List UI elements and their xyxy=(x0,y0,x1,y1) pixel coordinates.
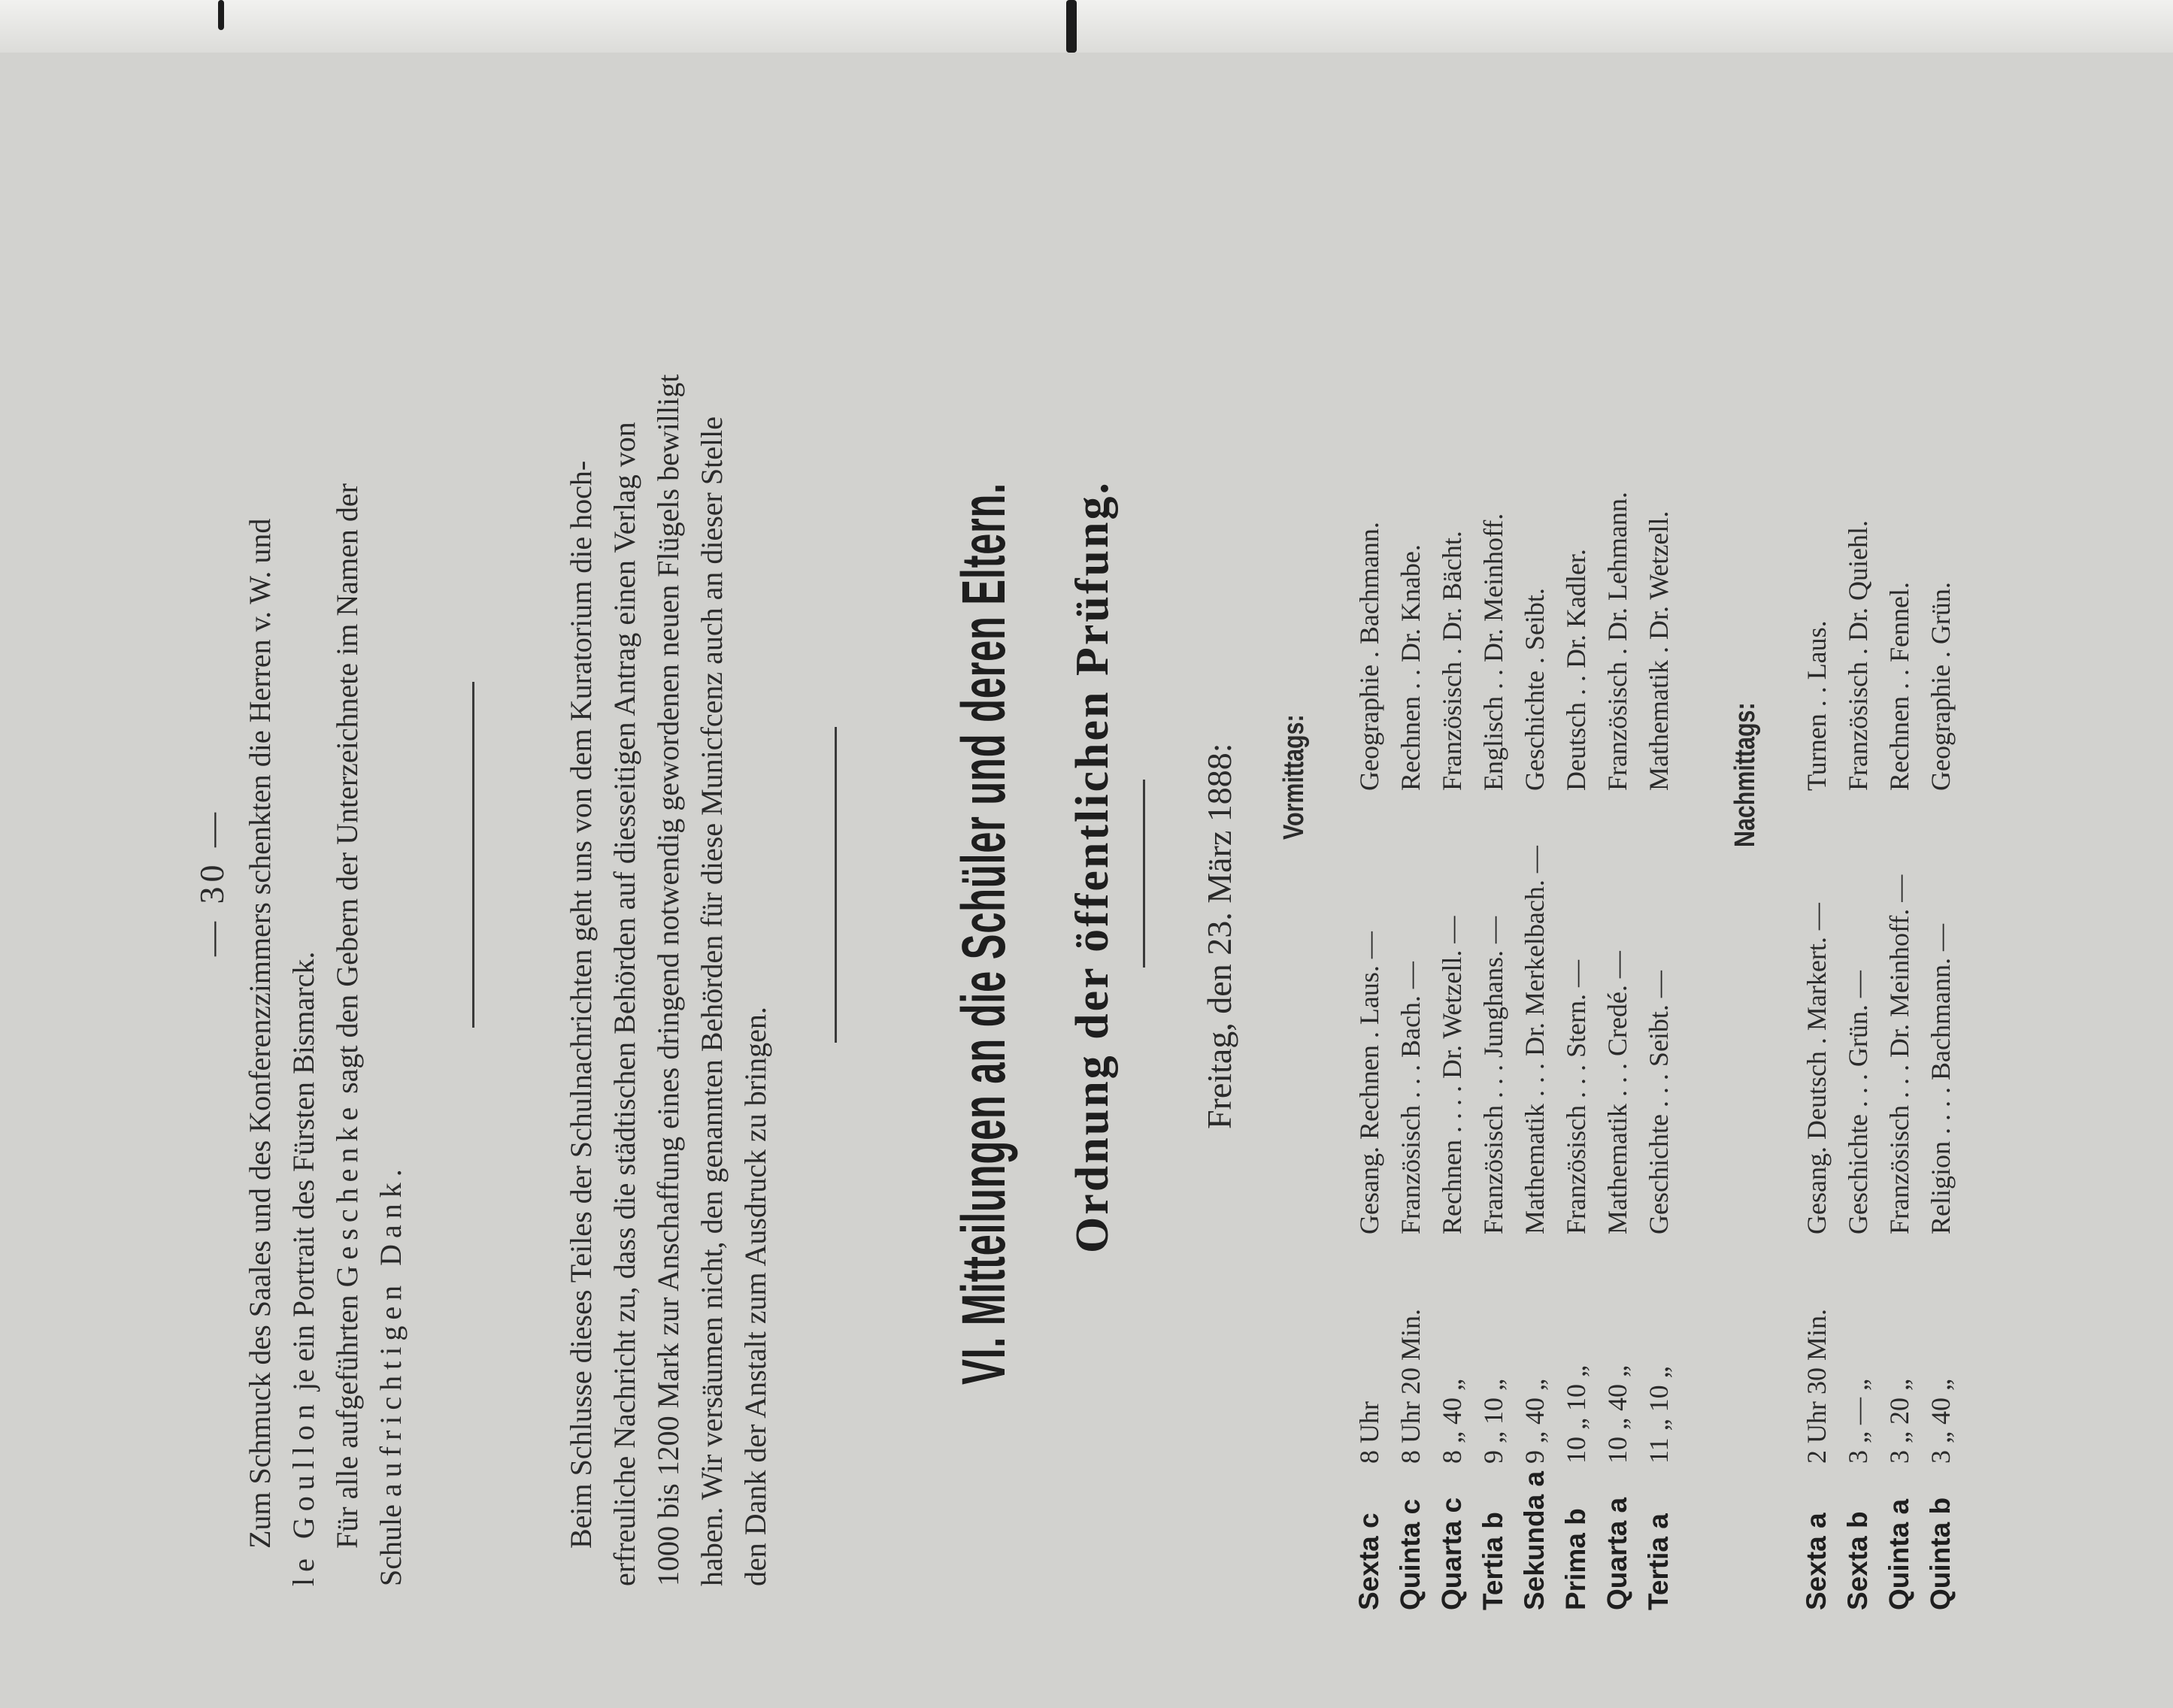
exam-second: Französisch . Dr. Bächt. xyxy=(1437,531,1467,791)
para2-line-3: 1000 bis 1200 Mark zur Anschaffung eines dringend notwendig gewordenen neuen Flügels bewilligt xyxy=(651,374,685,1586)
class-name: Sexta b xyxy=(1842,1511,1873,1610)
exam-second: Geographie . Bachmann. xyxy=(1354,522,1384,791)
class-name: Tertia b xyxy=(1477,1512,1508,1610)
para2-line-1: Beim Schlusse dieses Teiles der Schulnachrichten geht uns von dem Kuratorium die hoch- xyxy=(564,460,598,1549)
exam-first: Mathematik . . . Dr. Merkelbach. — xyxy=(1520,846,1550,1234)
phrase-aufrichtigen-dank: aufrichtigen Dank. xyxy=(374,1163,408,1498)
time: 3 „ 40 „ xyxy=(1926,1379,1956,1464)
exam-first: Französisch . . . Junghans. — xyxy=(1478,916,1508,1234)
exam-first: Französisch . . . Stern. — xyxy=(1561,960,1591,1234)
exam-first: Französisch . . . Dr. Meinhoff. — xyxy=(1884,874,1914,1234)
date-line: Freitag, den 23. März 1888: xyxy=(1200,743,1238,1129)
intro-line-2-rest: je ein Portrait des Fürsten Bismarck. xyxy=(286,951,320,1399)
exam-second: Geographie . Grün. xyxy=(1926,582,1956,791)
time: 11 „ 10 „ xyxy=(1644,1366,1674,1464)
exam-first: Gesang. Rechnen . Laus. — xyxy=(1354,931,1384,1234)
name-le-goullon: le Goullon xyxy=(286,1398,320,1586)
time: 2 Uhr 30 Min. xyxy=(1802,1309,1832,1464)
intro-line-2 xyxy=(283,952,325,1586)
exam-first: Geschichte . . . Grün. — xyxy=(1843,971,1873,1234)
intro-line-4 xyxy=(370,1163,412,1586)
time: 10 „ 10 „ xyxy=(1561,1365,1591,1464)
intro-line-3-pre: Für alle aufgeführten xyxy=(330,1287,364,1549)
exam-first: Rechnen . . . . Dr. Wetzell. — xyxy=(1437,916,1467,1234)
exam-first: Geschichte . . . Seibt. — xyxy=(1644,971,1674,1234)
exam-second: Turnen . . Laus. xyxy=(1802,620,1832,791)
class-name: Quarta c xyxy=(1436,1497,1467,1610)
class-name: Quinta a xyxy=(1884,1498,1914,1610)
exam-first: Religion . . . . Bachmann. — xyxy=(1926,924,1956,1234)
time: 8 Uhr xyxy=(1354,1401,1384,1464)
intro-line-1: Zum Schmuck des Saales und des Konferenzzimmers schenkten die Herren v. W. und xyxy=(243,518,277,1549)
class-name: Quinta c xyxy=(1395,1498,1426,1610)
intro-line-3-post: sagt den Gebern der Unterzeichnete im Namen der xyxy=(330,483,364,1101)
time: 3 „ 20 „ xyxy=(1884,1379,1914,1464)
class-name: Sekunda a xyxy=(1519,1470,1550,1610)
para2-line-4: haben. Wir versäumen nicht, den genannten Behörden für diese Municfcenz auch an dieser Stelle xyxy=(695,416,729,1586)
exam-second: Französisch . Dr. Lehmann. xyxy=(1602,492,1632,791)
exam-first: Gesang. Deutsch . Markert. — xyxy=(1802,903,1832,1234)
class-name: Quinta b xyxy=(1925,1497,1956,1610)
divider-2 xyxy=(835,727,837,1043)
exam-first: Französisch . . . Bach. — xyxy=(1396,962,1426,1234)
time: 8 Uhr 20 Min. xyxy=(1396,1309,1426,1464)
word-geschenke: Geschenke xyxy=(330,1101,364,1288)
exam-first: Mathematik . . . Credé. — xyxy=(1602,951,1632,1234)
class-name: Quarta a xyxy=(1602,1497,1632,1610)
class-name: Sexta c xyxy=(1353,1513,1384,1610)
time: 3 „ — „ xyxy=(1843,1379,1873,1464)
para2-line-5: den Dank der Anstalt zum Ausdruck zu bringen. xyxy=(738,1007,772,1586)
class-name: Sexta a xyxy=(1801,1513,1832,1610)
section-heading: VI. Mitteilungen an die Schüler und deren Eltern. xyxy=(950,483,1018,1385)
class-name: Tertia a xyxy=(1643,1513,1674,1610)
page-number: — 30 — xyxy=(192,808,231,956)
exam-second: Geschichte . Seibt. xyxy=(1520,588,1550,791)
exam-second: Englisch . . Dr. Meinhoff. xyxy=(1478,513,1508,791)
exam-second: Rechnen . . Fennel. xyxy=(1884,582,1914,791)
exam-second: Rechnen . . Dr. Knabe. xyxy=(1396,544,1426,791)
exam-second: Mathematik . Dr. Wetzell. xyxy=(1644,510,1674,791)
exam-second: Französisch . Dr. Quiehl. xyxy=(1843,520,1873,791)
divider-1 xyxy=(472,682,474,1028)
para2-line-2: erfreuliche Nachricht zu, dass die städtischen Behörden auf diesseitigen Antrag einen Verlag von xyxy=(608,422,641,1586)
time: 8 „ 40 „ xyxy=(1437,1379,1467,1464)
time: 9 „ 10 „ xyxy=(1478,1379,1508,1464)
intro-line-3 xyxy=(326,483,368,1549)
time: 9 „ 40 „ xyxy=(1520,1379,1550,1464)
morning-label: Vormittags: xyxy=(1278,714,1310,840)
subsection-heading: Ordnung der öffentlichen Prüfung. xyxy=(1067,480,1118,1253)
intro-line-4-pre: Schule xyxy=(374,1497,408,1586)
divider-3 xyxy=(1143,780,1145,968)
time: 10 „ 40 „ xyxy=(1602,1365,1632,1464)
class-name: Prima b xyxy=(1560,1508,1591,1610)
exam-second: Deutsch . . Dr. Kadler. xyxy=(1561,549,1591,791)
afternoon-label: Nachmittags: xyxy=(1729,702,1761,847)
